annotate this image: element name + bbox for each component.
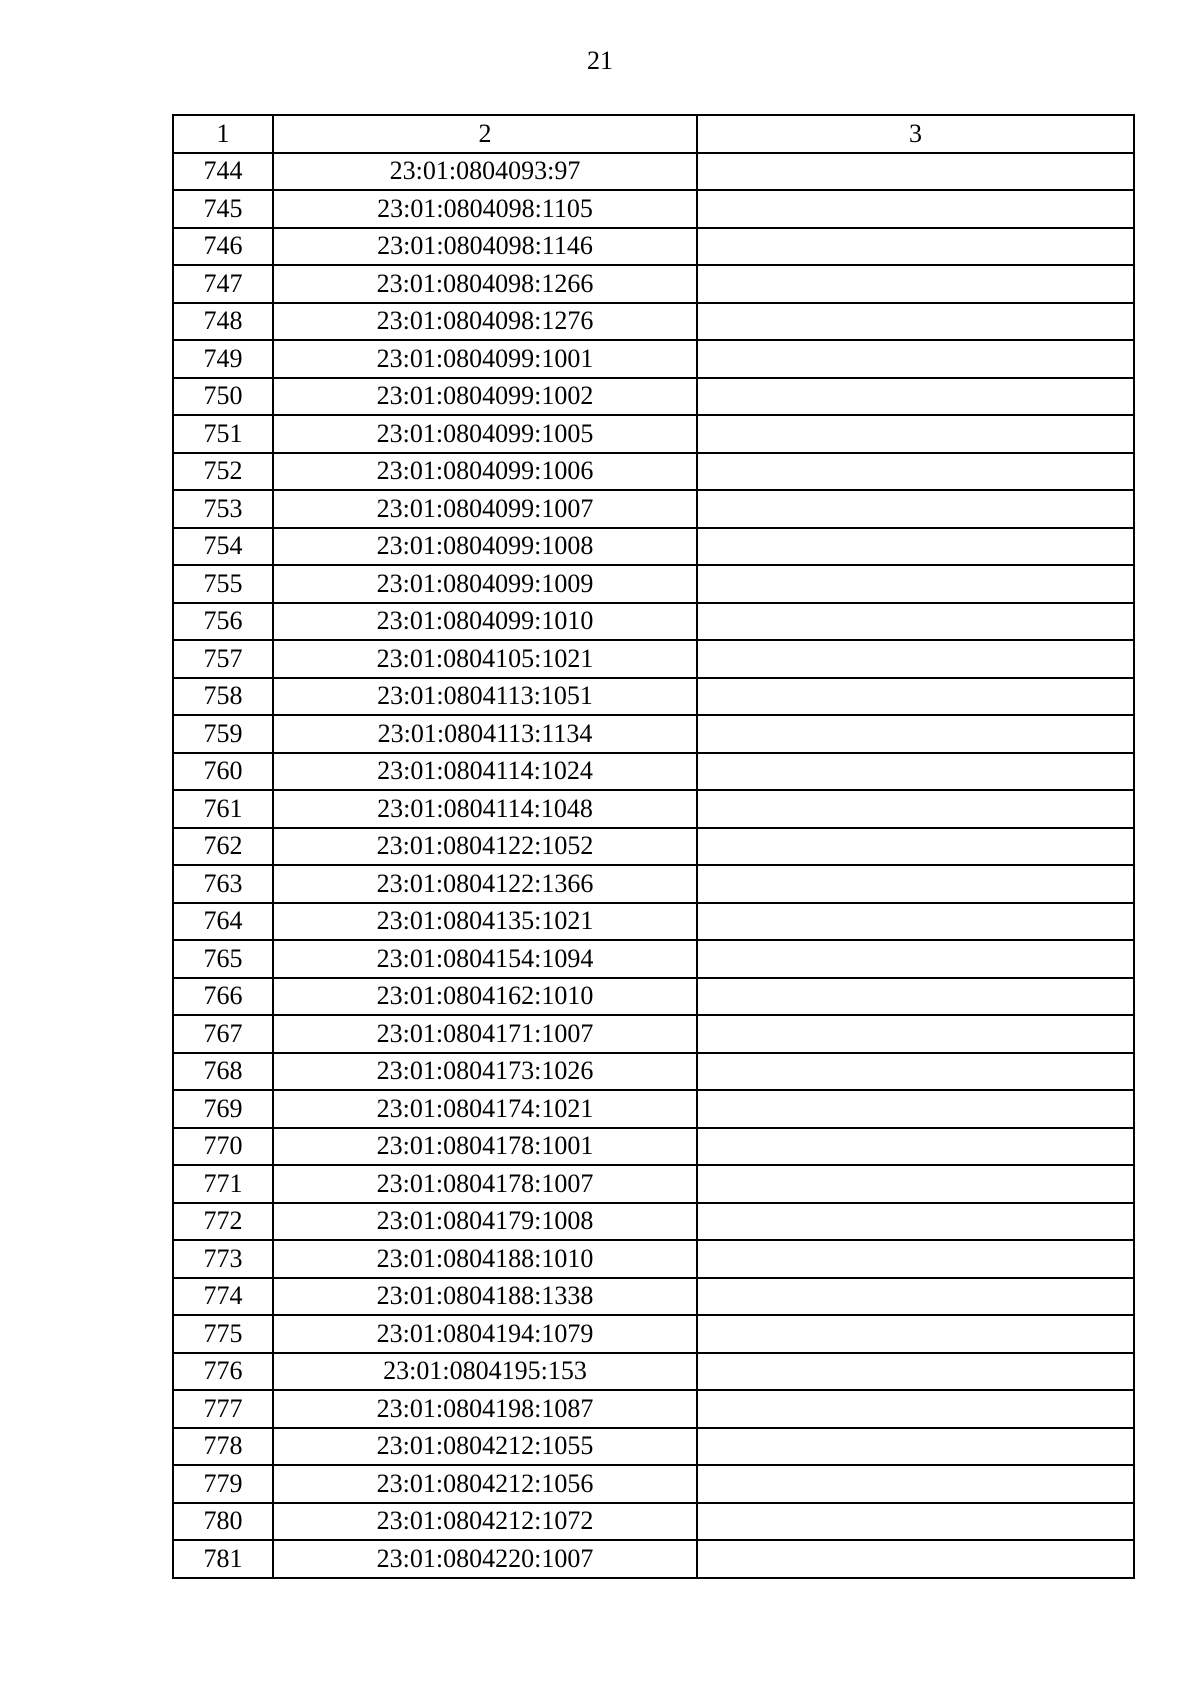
note-cell — [697, 153, 1134, 191]
table-row — [173, 453, 1134, 491]
table-row — [173, 1315, 1134, 1353]
table-row — [173, 1540, 1134, 1578]
row-number-cell: 781 — [173, 1540, 273, 1578]
table-row — [173, 1240, 1134, 1278]
column-header-2: 2 — [273, 115, 697, 153]
table-row — [173, 678, 1134, 716]
cadastral-number-cell: 23:01:0804188:1010 — [273, 1240, 697, 1278]
cadastral-number-cell: 23:01:0804154:1094 — [273, 940, 697, 978]
column-header-3: 3 — [697, 115, 1134, 153]
note-cell — [697, 303, 1134, 341]
note-cell — [697, 1503, 1134, 1541]
row-number-cell: 780 — [173, 1503, 273, 1541]
cadastral-number-cell: 23:01:0804212:1072 — [273, 1503, 697, 1541]
column-header-1: 1 — [173, 115, 273, 153]
table-row — [173, 1053, 1134, 1091]
table-row — [173, 1090, 1134, 1128]
table-body — [173, 153, 1134, 1578]
note-cell — [697, 1203, 1134, 1241]
row-number-cell: 779 — [173, 1465, 273, 1503]
cadastral-number-cell: 23:01:0804162:1010 — [273, 978, 697, 1016]
row-number-cell: 759 — [173, 715, 273, 753]
table-row — [173, 1203, 1134, 1241]
table-row — [173, 1015, 1134, 1053]
cadastral-number-cell: 23:01:0804135:1021 — [273, 903, 697, 941]
cadastral-number-cell: 23:01:0804178:1001 — [273, 1128, 697, 1166]
note-cell — [697, 565, 1134, 603]
row-number-cell: 758 — [173, 678, 273, 716]
table-row — [173, 865, 1134, 903]
row-number-cell: 776 — [173, 1353, 273, 1391]
row-number-cell: 744 — [173, 153, 273, 191]
cadastral-number-cell: 23:01:0804098:1266 — [273, 265, 697, 303]
cadastral-number-cell: 23:01:0804099:1009 — [273, 565, 697, 603]
table-header — [173, 115, 1134, 153]
table-row — [173, 1353, 1134, 1391]
row-number-cell: 778 — [173, 1428, 273, 1466]
table-row — [173, 565, 1134, 603]
table-row — [173, 978, 1134, 1016]
note-cell — [697, 978, 1134, 1016]
row-number-cell: 763 — [173, 865, 273, 903]
table-row — [173, 1278, 1134, 1316]
note-cell — [697, 1165, 1134, 1203]
row-number-cell: 764 — [173, 903, 273, 941]
table-row — [173, 528, 1134, 566]
note-cell — [697, 790, 1134, 828]
note-cell — [697, 715, 1134, 753]
note-cell — [697, 640, 1134, 678]
note-cell — [697, 865, 1134, 903]
cadastral-number-cell: 23:01:0804099:1008 — [273, 528, 697, 566]
row-number-cell: 750 — [173, 378, 273, 416]
table-row — [173, 790, 1134, 828]
cadastral-number-cell: 23:01:0804114:1048 — [273, 790, 697, 828]
note-cell — [697, 1428, 1134, 1466]
cadastral-number-cell: 23:01:0804212:1056 — [273, 1465, 697, 1503]
cadastral-number-cell: 23:01:0804098:1146 — [273, 228, 697, 266]
header-row — [173, 115, 1134, 153]
cadastral-number-cell: 23:01:0804105:1021 — [273, 640, 697, 678]
table-row — [173, 340, 1134, 378]
cadastral-number-cell: 23:01:0804099:1007 — [273, 490, 697, 528]
note-cell — [697, 490, 1134, 528]
note-cell — [697, 903, 1134, 941]
row-number-cell: 756 — [173, 603, 273, 641]
row-number-cell: 767 — [173, 1015, 273, 1053]
row-number-cell: 754 — [173, 528, 273, 566]
cadastral-number-cell: 23:01:0804098:1276 — [273, 303, 697, 341]
note-cell — [697, 378, 1134, 416]
cadastral-number-cell: 23:01:0804178:1007 — [273, 1165, 697, 1203]
cadastral-number-cell: 23:01:0804174:1021 — [273, 1090, 697, 1128]
cadastral-number-cell: 23:01:0804179:1008 — [273, 1203, 697, 1241]
cadastral-number-cell: 23:01:0804122:1366 — [273, 865, 697, 903]
cadastral-number-cell: 23:01:0804114:1024 — [273, 753, 697, 791]
cadastral-number-cell: 23:01:0804099:1006 — [273, 453, 697, 491]
table-row — [173, 303, 1134, 341]
page-number: 21 — [587, 46, 613, 75]
note-cell — [697, 265, 1134, 303]
note-cell — [697, 1015, 1134, 1053]
table-row — [173, 753, 1134, 791]
table-row — [173, 1128, 1134, 1166]
table-row — [173, 228, 1134, 266]
note-cell — [697, 1540, 1134, 1578]
note-cell — [697, 1128, 1134, 1166]
table-row — [173, 265, 1134, 303]
row-number-cell: 774 — [173, 1278, 273, 1316]
cadastral-number-cell: 23:01:0804198:1087 — [273, 1390, 697, 1428]
table-row — [173, 940, 1134, 978]
table-row — [173, 1390, 1134, 1428]
row-number-cell: 770 — [173, 1128, 273, 1166]
cadastral-number-cell: 23:01:0804212:1055 — [273, 1428, 697, 1466]
table-row — [173, 603, 1134, 641]
cadastral-number-cell: 23:01:0804122:1052 — [273, 828, 697, 866]
table-row — [173, 715, 1134, 753]
note-cell — [697, 1353, 1134, 1391]
row-number-cell: 746 — [173, 228, 273, 266]
cadastral-number-cell: 23:01:0804113:1134 — [273, 715, 697, 753]
table-row — [173, 1428, 1134, 1466]
note-cell — [697, 828, 1134, 866]
note-cell — [697, 1240, 1134, 1278]
cadastral-number-cell: 23:01:0804099:1010 — [273, 603, 697, 641]
cadastral-table — [172, 114, 1135, 1579]
note-cell — [697, 1053, 1134, 1091]
row-number-cell: 752 — [173, 453, 273, 491]
row-number-cell: 771 — [173, 1165, 273, 1203]
row-number-cell: 745 — [173, 190, 273, 228]
cadastral-number-cell: 23:01:0804099:1002 — [273, 378, 697, 416]
note-cell — [697, 1465, 1134, 1503]
note-cell — [697, 603, 1134, 641]
row-number-cell: 749 — [173, 340, 273, 378]
row-number-cell: 762 — [173, 828, 273, 866]
row-number-cell: 772 — [173, 1203, 273, 1241]
cadastral-number-cell: 23:01:0804098:1105 — [273, 190, 697, 228]
note-cell — [697, 1315, 1134, 1353]
table-row — [173, 1503, 1134, 1541]
row-number-cell: 769 — [173, 1090, 273, 1128]
row-number-cell: 751 — [173, 415, 273, 453]
row-number-cell: 765 — [173, 940, 273, 978]
row-number-cell: 755 — [173, 565, 273, 603]
cadastral-number-cell: 23:01:0804173:1026 — [273, 1053, 697, 1091]
table-row — [173, 903, 1134, 941]
table-row — [173, 1465, 1134, 1503]
table-row — [173, 640, 1134, 678]
table-row — [173, 1165, 1134, 1203]
note-cell — [697, 415, 1134, 453]
note-cell — [697, 528, 1134, 566]
cadastral-number-cell: 23:01:0804188:1338 — [273, 1278, 697, 1316]
row-number-cell: 753 — [173, 490, 273, 528]
table-row — [173, 190, 1134, 228]
note-cell — [697, 1090, 1134, 1128]
note-cell — [697, 940, 1134, 978]
table-row — [173, 153, 1134, 191]
row-number-cell: 773 — [173, 1240, 273, 1278]
cadastral-number-cell: 23:01:0804195:153 — [273, 1353, 697, 1391]
note-cell — [697, 1390, 1134, 1428]
row-number-cell: 766 — [173, 978, 273, 1016]
note-cell — [697, 228, 1134, 266]
cadastral-number-cell: 23:01:0804093:97 — [273, 153, 697, 191]
cadastral-number-cell: 23:01:0804099:1001 — [273, 340, 697, 378]
row-number-cell: 777 — [173, 1390, 273, 1428]
table-row — [173, 828, 1134, 866]
cadastral-number-cell: 23:01:0804220:1007 — [273, 1540, 697, 1578]
row-number-cell: 761 — [173, 790, 273, 828]
note-cell — [697, 190, 1134, 228]
row-number-cell: 760 — [173, 753, 273, 791]
cadastral-number-cell: 23:01:0804113:1051 — [273, 678, 697, 716]
cadastral-number-cell: 23:01:0804099:1005 — [273, 415, 697, 453]
row-number-cell: 775 — [173, 1315, 273, 1353]
note-cell — [697, 753, 1134, 791]
cadastral-number-cell: 23:01:0804171:1007 — [273, 1015, 697, 1053]
note-cell — [697, 340, 1134, 378]
note-cell — [697, 453, 1134, 491]
row-number-cell: 747 — [173, 265, 273, 303]
table-row — [173, 490, 1134, 528]
row-number-cell: 768 — [173, 1053, 273, 1091]
note-cell — [697, 678, 1134, 716]
table-row — [173, 415, 1134, 453]
note-cell — [697, 1278, 1134, 1316]
row-number-cell: 748 — [173, 303, 273, 341]
table-row — [173, 378, 1134, 416]
row-number-cell: 757 — [173, 640, 273, 678]
cadastral-number-cell: 23:01:0804194:1079 — [273, 1315, 697, 1353]
